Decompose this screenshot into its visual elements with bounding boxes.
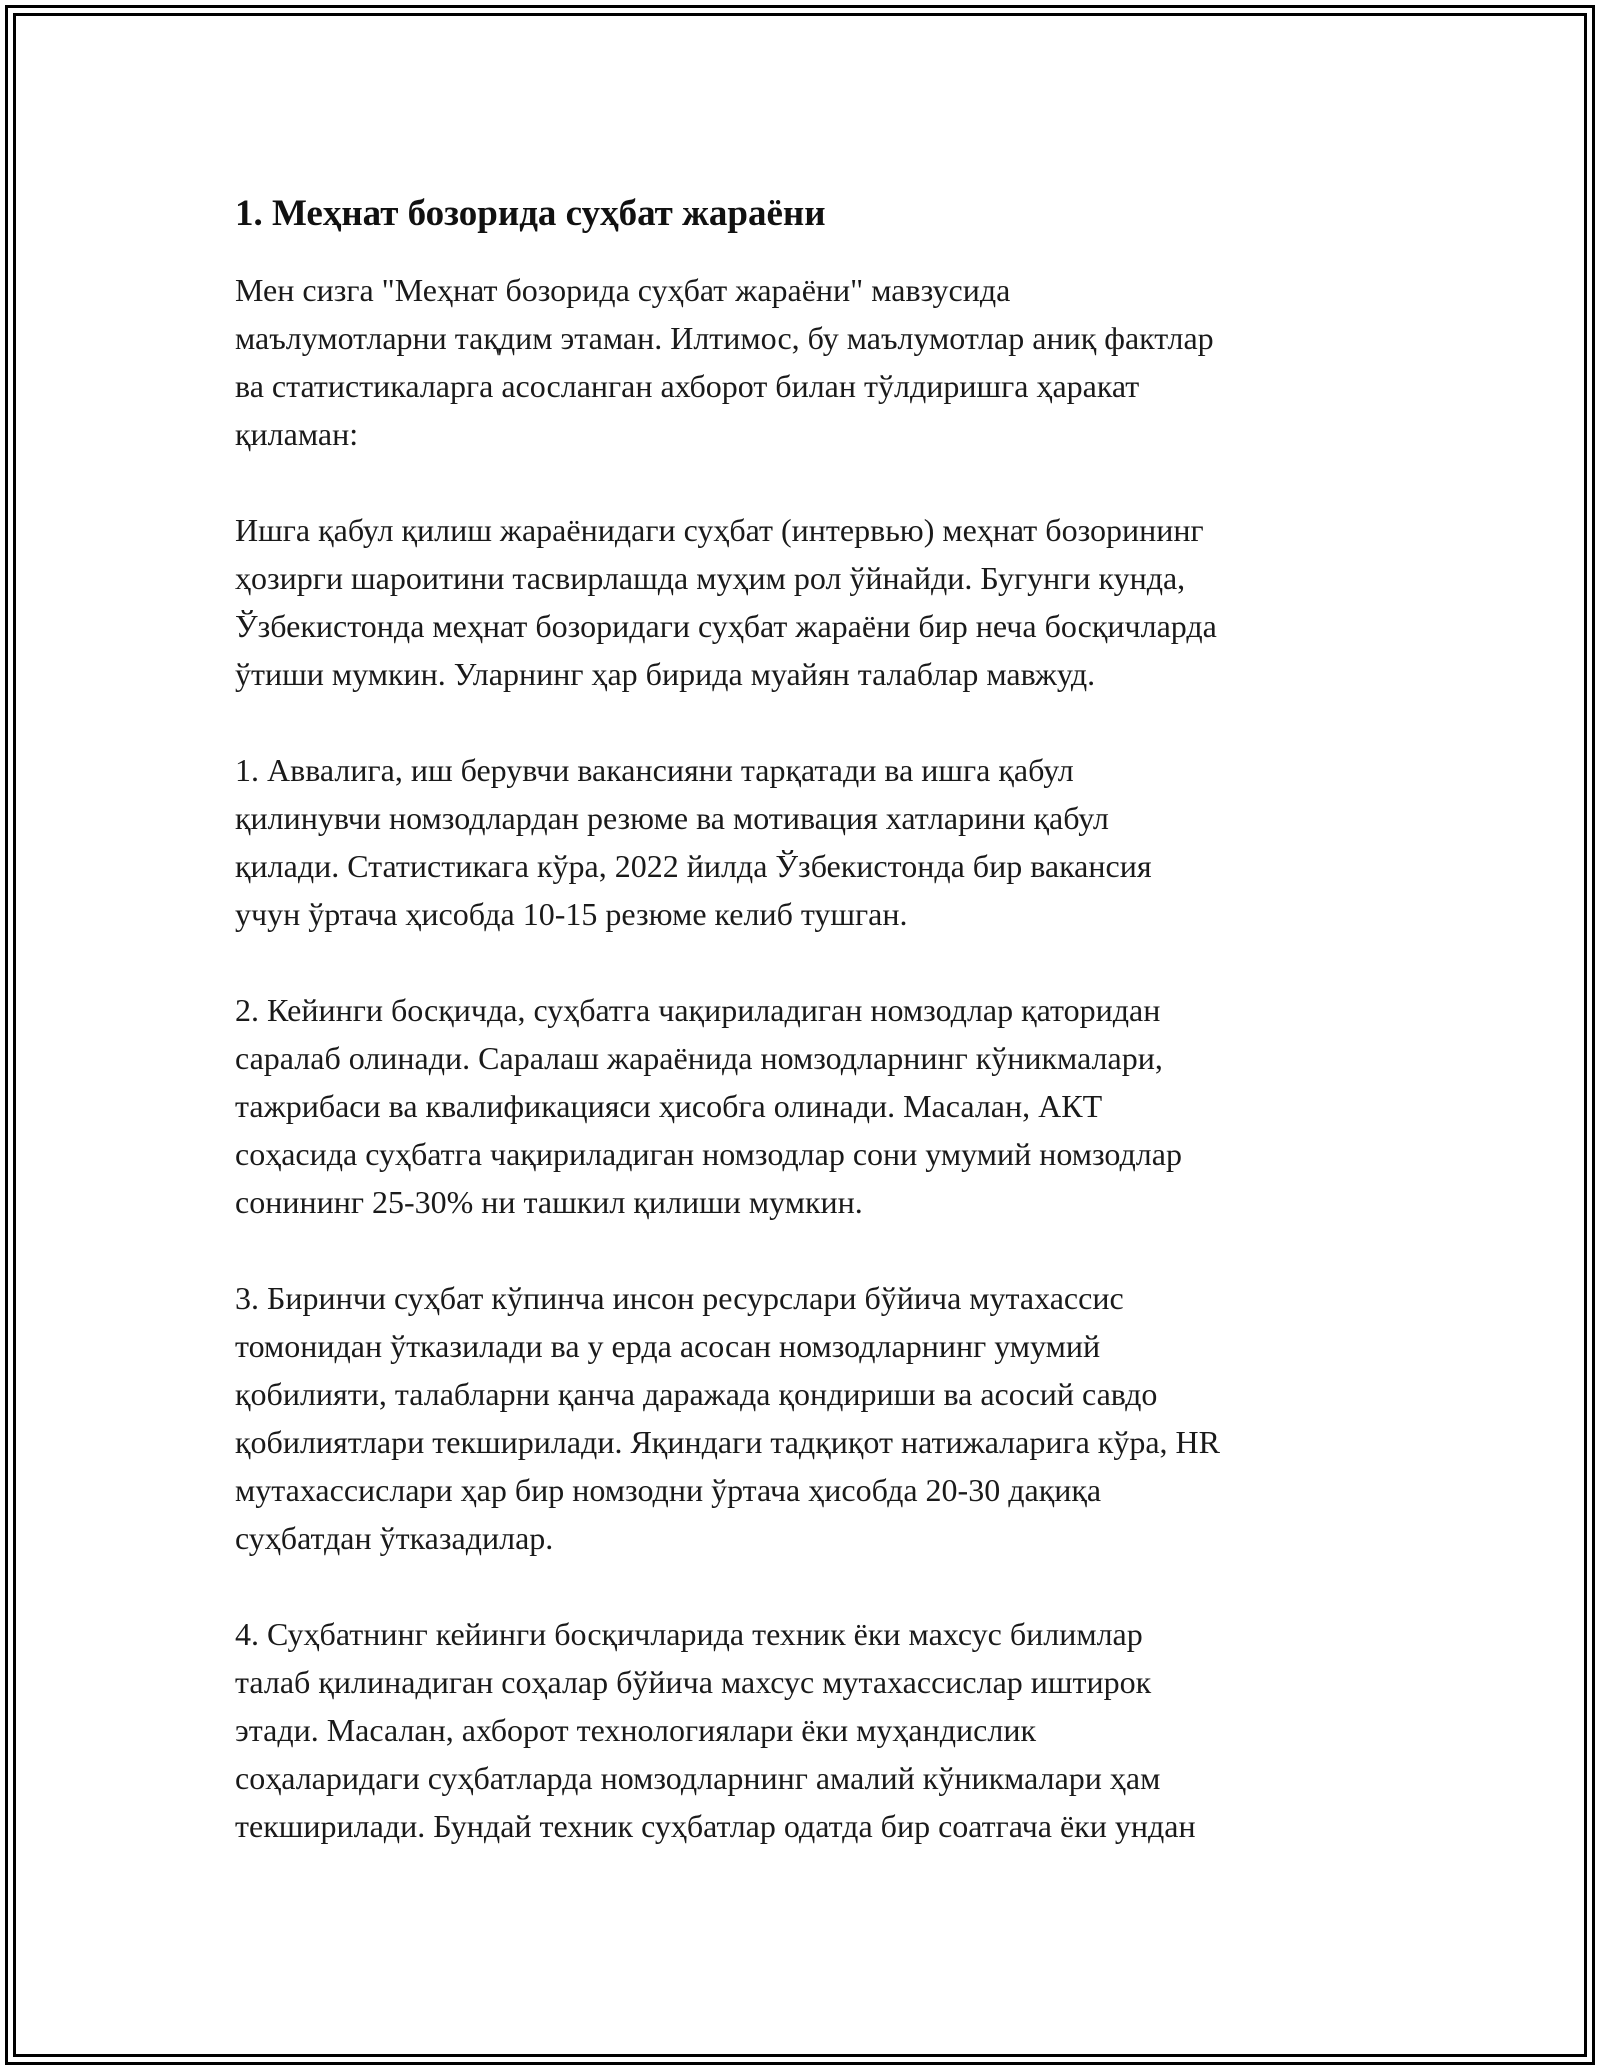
paragraph-intro: Мен сизга "Меҳнат бозорида суҳбат жараёни" мавзусида маълумотларни тақдим этаман. Илтимос, бу маълумотлар аниқ фактлар ва статистикаларга асосланган ахборот билан тўлдиришга ҳаракат қиламан:: [235, 272, 1214, 452]
document-page: [235, 188, 1375, 1898]
document-heading: 1. Меҳнат бозорида суҳбат жараёни: [235, 193, 826, 234]
paragraph-step-1: 1. Аввалига, иш берувчи вакансияни тарқатади ва ишга қабул қилинувчи номзодлардан резюме ва мотивация хатларини қабул қилади. Статистикага кўра, 2022 йилда Ўзбекистонда бир вакансия учун ўртача ҳисобда 10-15 резюме келиб тушган.: [235, 752, 1152, 932]
paragraph-overview: Ишга қабул қилиш жараёнидаги суҳбат (интервью) меҳнат бозорининг ҳозирги шароитини тасвирлашда муҳим рол ўйнайди. Бугунги кунда, Ўзбекистонда меҳнат бозоридаги суҳбат жараёни бир неча босқичларда ўтиши мумкин. Уларнинг ҳар бирида муайян талаблар мавжуд.: [235, 512, 1217, 692]
paragraph-step-2: 2. Кейинги босқичда, суҳбатга чақириладиган номзодлар қаторидан саралаб олинади. Саралаш жараёнида номзодларнинг кўникмалари, тажрибаси ва квалификацияси ҳисобга олинади. Масалан, АКТ соҳасида суҳбатга чақириладиган номзодлар сони умумий номзодлар сонининг 25-30% ни ташкил қилиши мумкин.: [235, 992, 1182, 1220]
paragraph-step-3: 3. Биринчи суҳбат кўпинча инсон ресурслари бўйича мутахассис томонидан ўтказилади ва у ерда асосан номзодларнинг умумий қобилияти, талабларни қанча даражада қондириши ва асосий савдо қобилиятлари текширилади. Яқиндаги тадқиқот натижаларига кўра, HR мутахассислари ҳар бир номзодни ўртача ҳисобда 20-30 дақиқа суҳбатдан ўтказадилар.: [235, 1280, 1220, 1556]
paragraph-step-4: 4. Суҳбатнинг кейинги босқичларида техник ёки махсус билимлар талаб қилинадиган соҳалар бўйича махсус мутахассислар иштирок этади. Масалан, ахборот технологиялари ёки муҳандислик соҳаларидаги суҳбатларда номзодларнинг амалий кўникмалари ҳам текширилади. Бундай техник суҳбатлар одатда бир соатгача ёки ундан: [235, 1616, 1196, 1844]
